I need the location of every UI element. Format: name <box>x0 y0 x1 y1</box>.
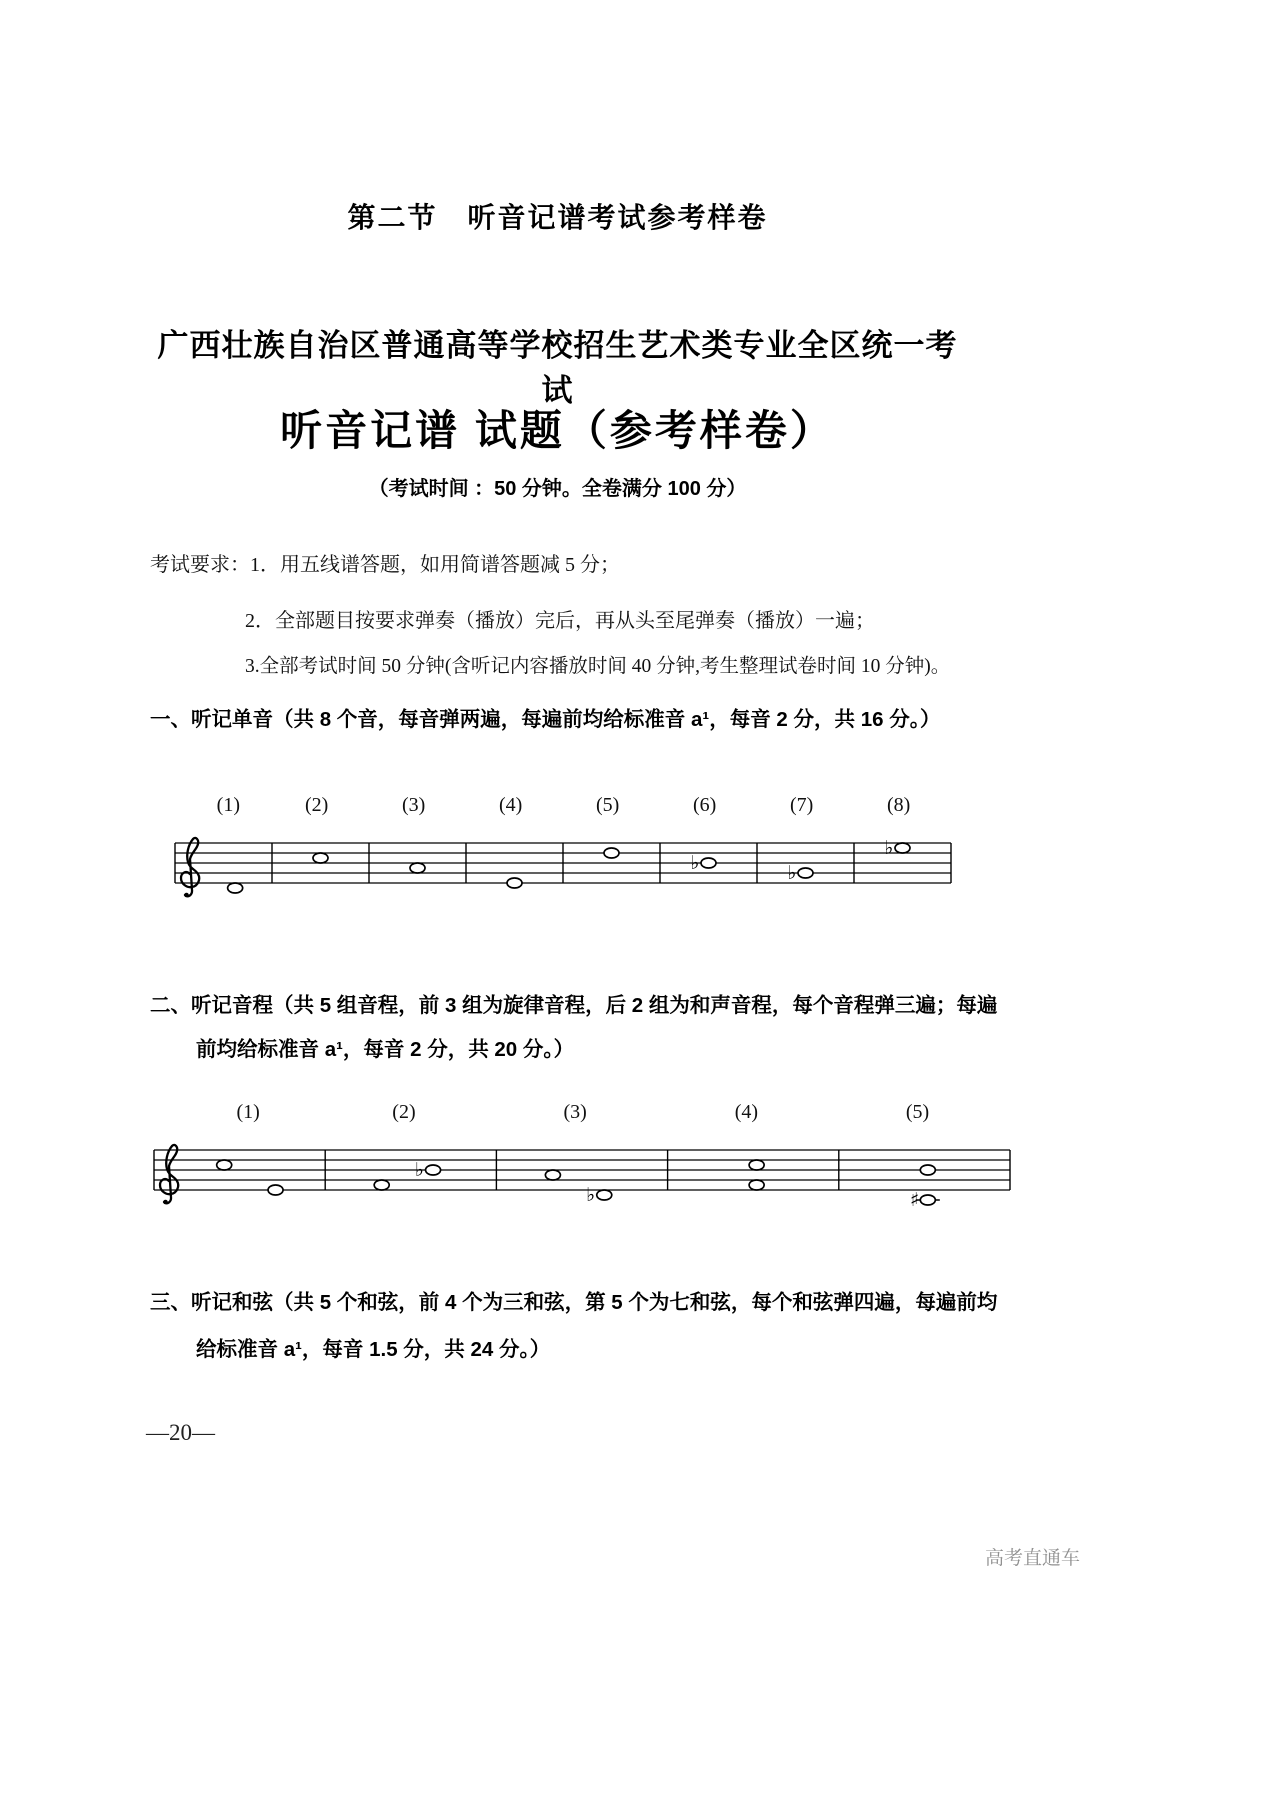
requirement-line-1: 考试要求：1．用五线谱答题，如用简谱答题减 5 分； <box>150 554 620 576</box>
section-3-title-line-1: 三、听记和弦（共 5 个和弦，前 4 个为三和弦，第 5 个为七和弦，每个和弦弹四遍，每遍前均 <box>150 1291 998 1314</box>
flat-accidental-icon: ♭ <box>415 1159 425 1181</box>
paper-title: 听音记谱 试题（参考样卷） <box>280 407 835 454</box>
whole-note <box>268 1185 283 1195</box>
measure-number-label: (7) <box>789 794 814 816</box>
whole-note <box>374 1180 389 1190</box>
treble-clef-icon <box>181 838 199 897</box>
flat-accidental-icon: ♭ <box>690 852 700 874</box>
measure-number-label: (3) <box>563 1101 587 1123</box>
measure-number-label: (4) <box>734 1101 759 1123</box>
whole-note <box>920 1195 935 1205</box>
whole-note <box>597 1190 612 1200</box>
staff-section-1 <box>173 785 953 918</box>
section-heading: 第二节 听音记谱考试参考样卷 <box>347 202 768 233</box>
flat-accidental-icon: ♭ <box>884 837 894 859</box>
page-number: —20— <box>146 1420 215 1445</box>
watermark: 高考直通车 <box>985 1548 1081 1569</box>
music-staff-1 <box>173 785 953 913</box>
whole-note <box>410 863 425 873</box>
measure-number-label: (1) <box>216 794 241 816</box>
exam-org-title: 广西壮族自治区普通高等学校招生艺术类专业全区统一考试 <box>157 328 958 408</box>
measure-number-label: (4) <box>498 794 523 816</box>
whole-note <box>545 1170 560 1180</box>
sharp-accidental-icon: ♯ <box>909 1189 920 1211</box>
measure-number-label: (5) <box>905 1101 930 1123</box>
flat-accidental-icon: ♭ <box>787 862 797 884</box>
whole-note <box>313 853 328 863</box>
whole-note <box>507 878 522 888</box>
treble-clef-icon <box>160 1145 178 1204</box>
measure-number-label: (5) <box>595 794 620 816</box>
measure-number-label: (3) <box>401 794 426 816</box>
whole-note <box>426 1165 441 1175</box>
measure-number-label: (6) <box>692 794 717 816</box>
section-2-title-line-1: 二、听记音程（共 5 组音程，前 3 组为旋律音程，后 2 组为和声音程，每个音程弹三遍；每遍 <box>150 994 998 1017</box>
whole-note <box>749 1160 764 1170</box>
whole-note <box>895 843 910 853</box>
time-note: （考试时间 ：50 分钟。全卷满分 100 分） <box>368 478 747 500</box>
section-1-title: 一、听记单音（共 8 个音，每音弹两遍，每遍前均给标准音 a¹，每音 2 分，共 16 分。） <box>150 708 941 731</box>
whole-note <box>749 1180 764 1190</box>
requirement-line-2: 2．全部题目按要求弹奏（播放）完后，再从头至尾弹奏（播放）一遍； <box>245 610 875 632</box>
flat-accidental-icon: ♭ <box>586 1184 596 1206</box>
section-2-title-line-2: 前均给标准音 a¹，每音 2 分，共 20 分。） <box>196 1038 575 1061</box>
requirement-line-3: 3.全部考试时间 50 分钟(含听记内容播放时间 40 分钟,考生整理试卷时间 10 分钟)。 <box>245 656 951 677</box>
measure-number-label: (1) <box>236 1101 260 1123</box>
whole-note <box>604 848 619 858</box>
whole-note <box>228 883 243 893</box>
whole-note <box>798 868 813 878</box>
measure-number-label: (2) <box>392 1101 416 1123</box>
whole-note <box>701 858 716 868</box>
measure-number-label: (8) <box>886 794 911 816</box>
staff-section-2 <box>152 1092 1012 1225</box>
section-3-title-line-2: 给标准音 a¹，每音 1.5 分，共 24 分。） <box>196 1338 551 1361</box>
whole-note <box>217 1160 232 1170</box>
whole-note <box>920 1165 935 1175</box>
measure-number-label: (2) <box>304 794 329 816</box>
music-staff-2 <box>152 1092 1012 1220</box>
